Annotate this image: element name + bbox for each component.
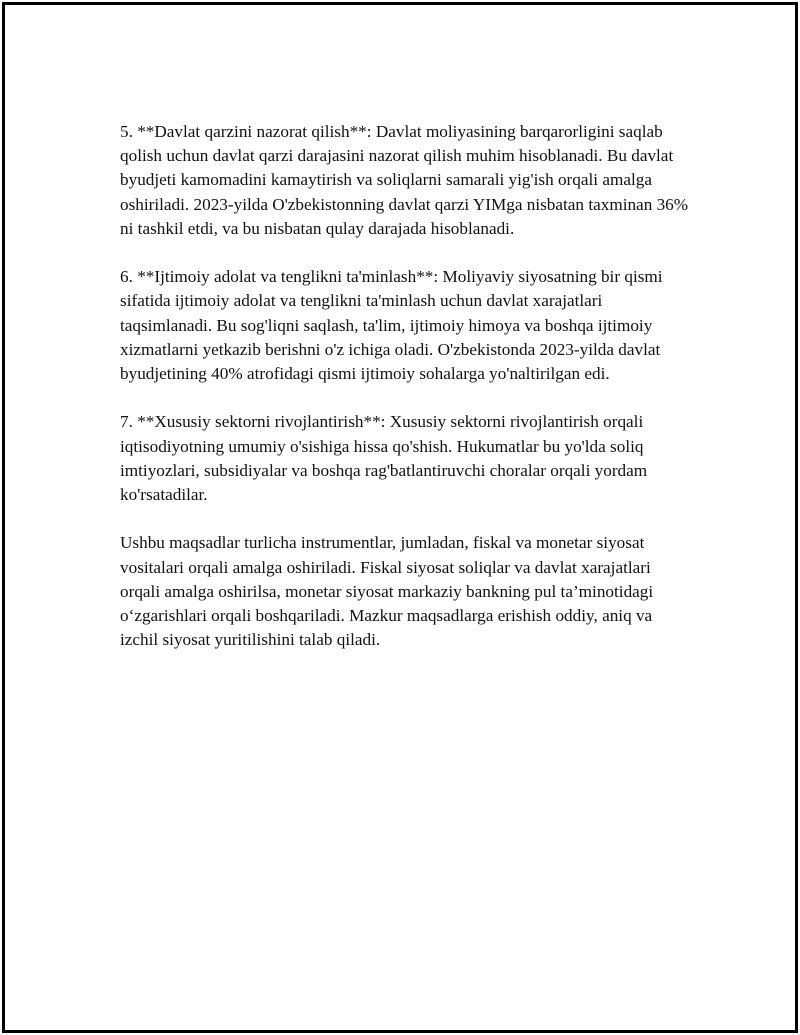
paragraph-debt-control: 5. **Davlat qarzini nazorat qilish**: Davlat moliyasining barqarorligini saqlab qolish uchun davlat qarzi darajasini nazorat qilish muhim hisoblanadi. Bu davlat byudjeti kamomadini kamaytirish va soliqlarni samarali yig'ish orqali amalga oshiriladi. 2023-yilda O'zbekistonning davlat qarzi YIMga nisbatan taxminan 36% ni tashkil etdi, va bu nisbatan qulay darajada hisoblanadi.	[120, 122, 689, 238]
document-body	[120, 120, 690, 677]
page-frame	[2, 2, 798, 1033]
paragraph-social-justice: 6. **Ijtimoiy adolat va tenglikni ta'minlash**: Moliyaviy siyosatning bir qismi sifatida ijtimoiy adolat va tenglikni ta'minlash uchun davlat xarajatlari taqsimlanadi. Bu sog'liqni saqlash, ta'lim, ijtimoiy himoya va boshqa ijtimoiy xizmatlarni yetkazib berishni o'z ichiga oladi. O'zbekistonda 2023-yilda davlat byudjetining 40% atrofidagi qismi ijtimoiy sohalarga yo'naltirilgan edi.	[120, 267, 663, 384]
paragraph-private-sector: 7. **Xususiy sektorni rivojlantirish**: Xususiy sektorni rivojlantirish orqali iqtisodiyotning umumiy o'sishiga hissa qo'shish. Hukumatlar bu yo'lda soliq imtiyozlari, subsidiyalar va boshqa rag'batlantiruvchi choralar orqali yordam ko'rsatadilar.	[120, 412, 648, 505]
paragraph-instruments: Ushbu maqsadlar turlicha instrumentlar, jumladan, fiskal va monetar siyosat vositalari orqali amalga oshiriladi. Fiskal siyosat soliqlar va davlat xarajatlari orqali amalga oshirilsa, monetar siyosat markaziy bankning pul ta’minotidagi o‘zgarishlari orqali boshqariladi. Mazkur maqsadlarga erishish oddiy, aniq va izchil siyosat yuritilishini talab qiladi.	[120, 533, 654, 650]
